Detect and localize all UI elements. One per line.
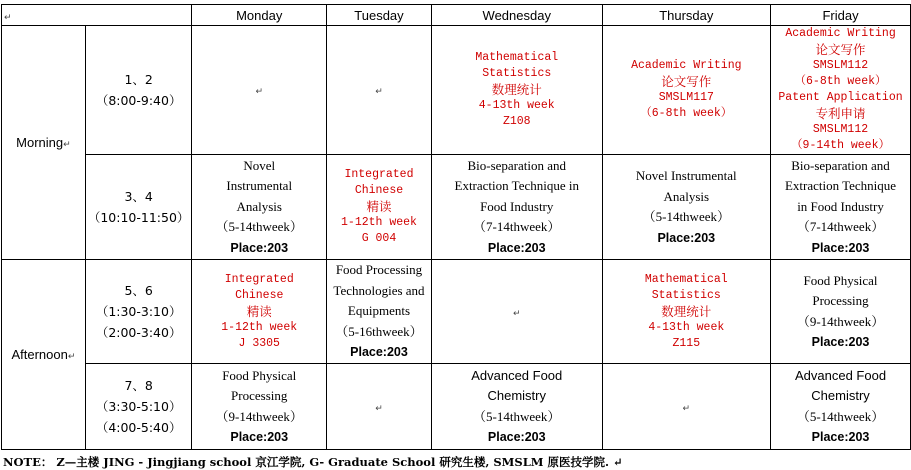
cell-wed-slot2: Bio-separation and Extraction Technique in Food Industry （7-14thweek） Place:203: [431, 155, 602, 260]
day-header-wednesday: Wednesday: [431, 5, 602, 26]
cell-thu-slot2: Novel Instrumental Analysis （5-14thweek） Place:203: [602, 155, 771, 260]
table-row: [2, 155, 911, 260]
cell-tue-slot4: ↵: [327, 364, 432, 450]
cell-thu-slot1: Academic Writing 论文写作 SMSLM117 （6-8th week）: [602, 26, 771, 155]
cell-fri-slot2: Bio-separation and Extraction Technique in Food Industry （7-14thweek） Place:203: [771, 155, 911, 260]
period-afternoon: Afternoon↵: [2, 260, 86, 450]
cell-tue-slot3: Food Processing Technologies and Equipments （5-16thweek） Place:203: [327, 260, 432, 364]
corner-cell: ↵: [2, 5, 192, 26]
slot-7-8: 7、8 （3:30-5:10） （4:00-5:40）: [85, 364, 192, 450]
cell-thu-slot3: Mathematical Statistics 数理统计 4-13th week Z115: [602, 260, 771, 364]
timetable: [1, 4, 911, 450]
cell-mon-slot2: Novel Instrumental Analysis （5-14thweek） Place:203: [192, 155, 327, 260]
cell-fri-slot3: Food Physical Processing （9-14thweek） Place:203: [771, 260, 911, 364]
cell-thu-slot4: ↵: [602, 364, 771, 450]
header-row: [2, 5, 911, 26]
footnote: NOTE： Z—主楼 JING - Jingjiang school 京江学院, G- Graduate School 研究生楼, SMSLM 原医技学院. ↵: [3, 455, 623, 469]
cell-tue-slot1: ↵: [327, 26, 432, 155]
day-header-monday: Monday: [192, 5, 327, 26]
table-row: [2, 260, 911, 364]
cell-mon-slot3: Integrated Chinese 精读 1-12th week J 3305: [192, 260, 327, 364]
table-row: [2, 26, 911, 155]
cell-tue-slot2: Integrated Chinese 精读 1-12th week G 004: [327, 155, 432, 260]
period-morning: Morning↵: [2, 26, 86, 260]
table-row: [2, 364, 911, 450]
slot-5-6: 5、6 （1:30-3:10） （2:00-3:40）: [85, 260, 192, 364]
day-header-tuesday: Tuesday: [327, 5, 432, 26]
cell-fri-slot4: Advanced Food Chemistry （5-14thweek） Place:203: [771, 364, 911, 450]
cell-fri-slot1: Academic Writing 论文写作 SMSLM112 （6-8th week） Patent Application 专利申请 SMSLM112 （9-14th week）: [771, 26, 911, 155]
cell-wed-slot3: ↵: [431, 260, 602, 364]
slot-1-2: 1、2 （8:00-9:40）: [85, 26, 192, 155]
cell-mon-slot4: Food Physical Processing （9-14thweek） Place:203: [192, 364, 327, 450]
cell-wed-slot1: Mathematical Statistics 数理统计 4-13th week Z108: [431, 26, 602, 155]
slot-3-4: 3、4 （10:10-11:50）: [85, 155, 192, 260]
day-header-thursday: Thursday: [602, 5, 771, 26]
day-header-friday: Friday: [771, 5, 911, 26]
cell-wed-slot4: Advanced Food Chemistry （5-14thweek） Place:203: [431, 364, 602, 450]
cell-mon-slot1: ↵: [192, 26, 327, 155]
